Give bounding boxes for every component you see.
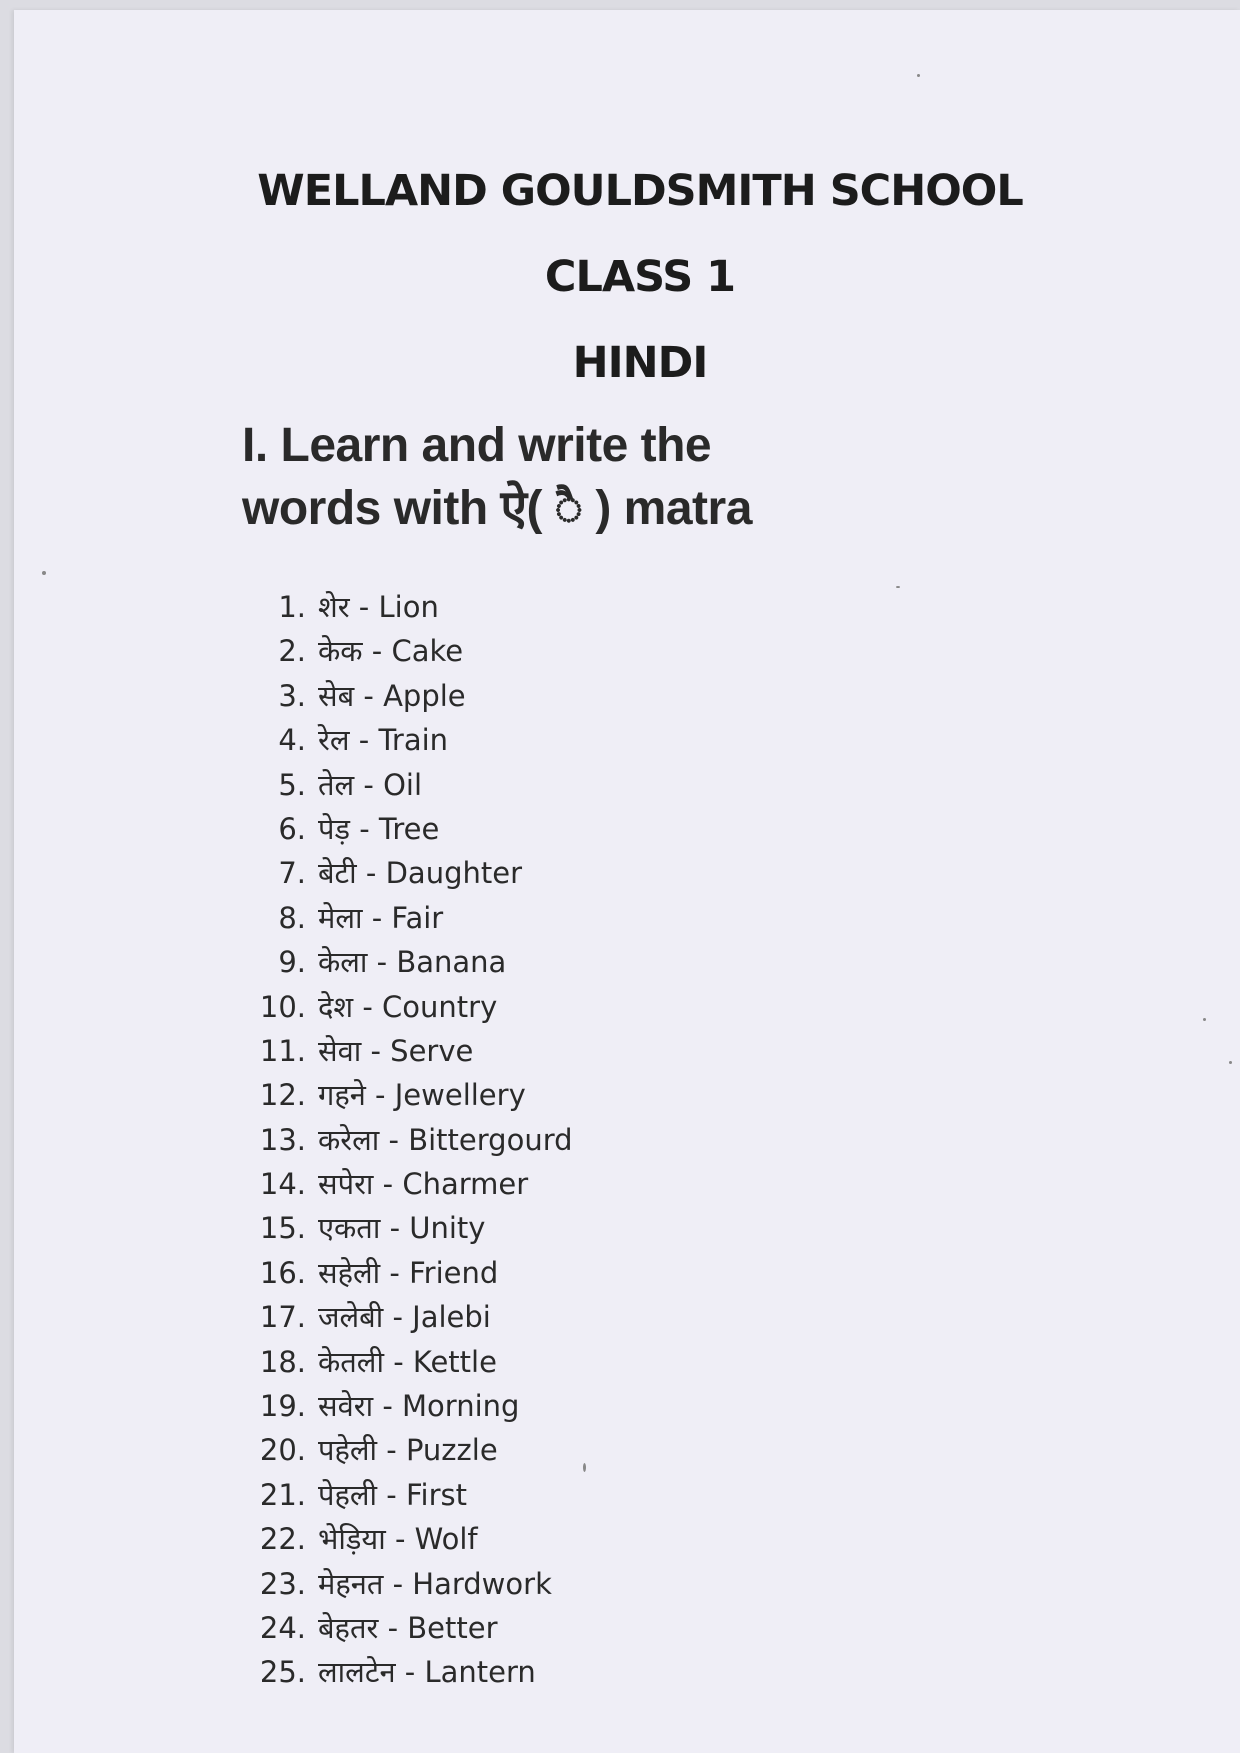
hindi-word: लालटेन (318, 1655, 396, 1690)
word-number: 6. (278, 811, 306, 846)
english-meaning: Puzzle (405, 1433, 498, 1468)
english-meaning: Train (378, 723, 449, 758)
word-number: 3. (278, 678, 306, 713)
word-list-item: 5. तेल - Oil (238, 763, 573, 807)
word-list-item: 4. रेल - Train (238, 718, 573, 762)
hindi-word: देश (318, 989, 354, 1024)
paper-speck (42, 571, 46, 575)
hindi-word: पहेली (318, 1433, 378, 1468)
english-meaning: Hardwork (412, 1566, 552, 1601)
hindi-word: रेल (318, 723, 350, 758)
english-meaning: Unity (409, 1211, 486, 1246)
paper-speck (917, 74, 920, 77)
word-list-item: 19. सवेरा - Morning (238, 1384, 573, 1428)
word-list-item: 22. भेड़िया - Wolf (238, 1517, 573, 1561)
word-list-item: 11. सेवा - Serve (238, 1029, 573, 1073)
word-list-item: 10. देश - Country (238, 985, 573, 1029)
hindi-word: एकता (318, 1211, 381, 1246)
word-number: 1. (278, 590, 306, 624)
word-number: 9. (278, 945, 306, 980)
word-list-item: 3. सेब - Apple (238, 674, 573, 718)
english-meaning: Daughter (385, 856, 522, 891)
word-number: 11. (259, 1033, 306, 1068)
word-number: 10. (259, 989, 306, 1024)
english-meaning: Lion (378, 590, 439, 624)
word-number: 12. (259, 1078, 306, 1113)
hindi-word: शेर (318, 590, 350, 624)
word-number: 17. (259, 1300, 306, 1335)
task-heading-line-2: words with ऐ( ै ) matra (242, 482, 752, 535)
hindi-word: भेड़िया (318, 1522, 386, 1557)
english-meaning: Cake (391, 634, 464, 669)
english-meaning: Apple (383, 678, 466, 713)
word-number: 25. (259, 1655, 306, 1690)
hindi-word: पेड़ (318, 811, 350, 846)
word-list-item: 20. पहेली - Puzzle (238, 1428, 573, 1472)
english-meaning: Jalebi (412, 1300, 491, 1335)
english-meaning: Charmer (402, 1167, 529, 1202)
word-list-item: 24. बेहतर - Better (238, 1606, 573, 1650)
english-meaning: First (405, 1477, 467, 1512)
word-number: 7. (278, 856, 306, 891)
school-name: WELLAND GOULDSMITH SCHOOL (257, 166, 1023, 216)
word-list-item: 7. बेटी - Daughter (238, 851, 573, 895)
word-number: 15. (259, 1211, 306, 1246)
english-meaning: Banana (396, 945, 507, 980)
english-meaning: Kettle (412, 1344, 497, 1379)
word-number: 14. (259, 1167, 306, 1202)
class-title: CLASS 1 (544, 252, 736, 302)
hindi-word: गहने (318, 1078, 366, 1113)
english-meaning: Country (382, 989, 498, 1024)
word-list-item: 8. मेला - Fair (238, 896, 573, 940)
word-list-item: 25. लालटेन - Lantern (238, 1650, 573, 1694)
word-list-item: 17. जलेबी - Jalebi (238, 1295, 573, 1339)
word-number: 24. (259, 1610, 306, 1645)
hindi-word: पेहली (318, 1477, 378, 1512)
word-number: 22. (259, 1522, 306, 1557)
word-list-item: 16. सहेली - Friend (238, 1251, 573, 1295)
word-number: 16. (259, 1255, 306, 1290)
hindi-word: सेब (318, 678, 355, 713)
word-number: 18. (259, 1344, 306, 1379)
word-number: 8. (278, 900, 306, 935)
word-number: 19. (259, 1389, 306, 1424)
english-meaning: Better (407, 1610, 498, 1645)
task-heading-line-1: I. Learn and write the (242, 419, 712, 472)
hindi-word: बेटी (318, 856, 357, 891)
paper-speck (896, 586, 900, 588)
paper-speck (583, 1463, 586, 1472)
english-meaning: Jewellery (394, 1078, 526, 1113)
hindi-word: केला (318, 945, 368, 980)
hindi-word: केतली (318, 1344, 384, 1379)
hindi-word: केक (318, 634, 363, 669)
word-number: 20. (259, 1433, 306, 1468)
word-number: 23. (259, 1566, 306, 1601)
word-number: 2. (278, 634, 306, 669)
english-meaning: Tree (378, 811, 440, 846)
word-list-item: 23. मेहनत - Hardwork (238, 1562, 573, 1606)
paper-speck (1229, 1061, 1232, 1064)
word-number: 13. (259, 1122, 306, 1157)
word-list-item: 15. एकता - Unity (238, 1206, 573, 1250)
word-list-item: 21. पेहली - First (238, 1473, 573, 1517)
word-list-item: 12. गहने - Jewellery (238, 1073, 573, 1117)
hindi-word: जलेबी (318, 1300, 384, 1335)
task-heading (242, 414, 1042, 540)
english-meaning: Oil (383, 767, 423, 802)
hindi-word: सपेरा (318, 1167, 374, 1202)
word-list-item: 1. शेर - Lion (238, 585, 573, 629)
hindi-word: करेला (318, 1122, 380, 1157)
word-list-item: 14. सपेरा - Charmer (238, 1162, 573, 1206)
word-list-item: 9. केला - Banana (238, 940, 573, 984)
word-number: 4. (278, 723, 306, 758)
english-meaning: Serve (390, 1033, 474, 1068)
hindi-word: सवेरा (318, 1389, 374, 1424)
hindi-word: मेहनत (318, 1566, 384, 1601)
hindi-word: सहेली (318, 1255, 381, 1290)
english-meaning: Bittergourd (408, 1122, 573, 1157)
word-list-item: 6. पेड़ - Tree (238, 807, 573, 851)
english-meaning: Morning (402, 1389, 520, 1424)
english-meaning: Lantern (424, 1655, 536, 1690)
hindi-word: सेवा (318, 1033, 362, 1068)
hindi-word: तेल (318, 767, 355, 802)
english-meaning: Fair (391, 900, 444, 935)
english-meaning: Wolf (414, 1522, 478, 1557)
word-list (238, 585, 573, 1695)
hindi-word: मेला (318, 900, 363, 935)
word-number: 5. (278, 767, 306, 802)
hindi-word: बेहतर (318, 1610, 379, 1645)
word-number: 21. (259, 1477, 306, 1512)
english-meaning: Friend (409, 1255, 499, 1290)
paper-speck (1203, 1018, 1206, 1021)
word-list-item: 2. केक - Cake (238, 629, 573, 673)
word-list-item: 13. करेला - Bittergourd (238, 1118, 573, 1162)
subject-title: HINDI (572, 338, 708, 388)
word-list-item: 18. केतली - Kettle (238, 1340, 573, 1384)
